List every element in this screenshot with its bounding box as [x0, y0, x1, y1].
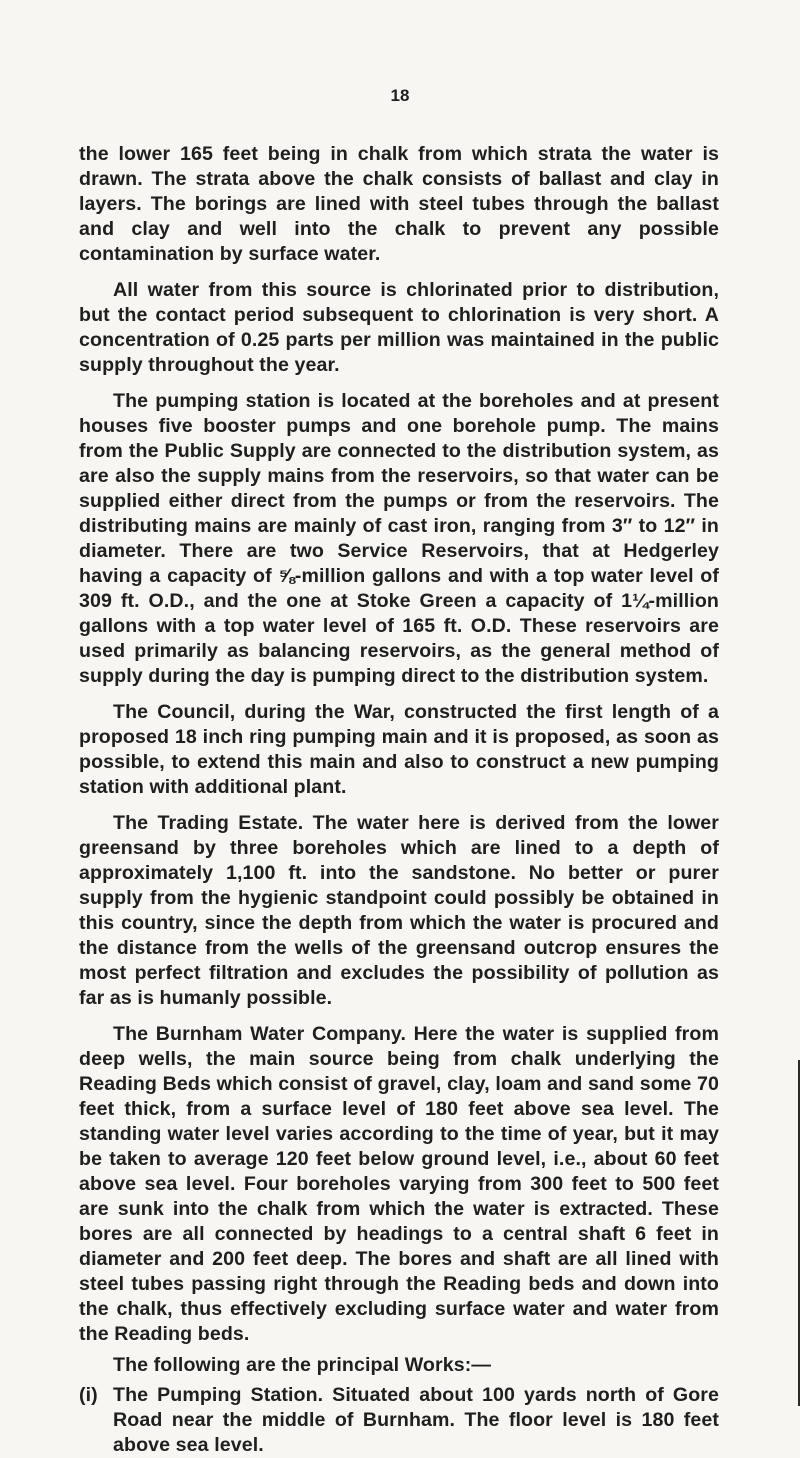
section-text-burnham: Here the water is supplied from deep wells, the main source being from chalk underlying the Reading Beds which consist of gravel, clay, loam and sand some 70 feet thick, from a surface level of 180 feet above sea level. The standing water level varies according to the time of year, but it may be taken to average 120 feet below ground level, i.e., about 60 feet above sea level. Four boreholes varying from 300 feet to 500 feet are sunk into the chalk from which the water is extracted. These bores are all connected by headings to a central shaft 6 feet in diameter and 200 feet deep. The bores and shaft are all lined with steel tubes passing right through the Reading beds and down into the chalk, thus effectively excluding surface water and water from the Reading beds. — [79, 1023, 719, 1345]
works-item-number: (i) — [79, 1384, 98, 1406]
page-body — [79, 142, 719, 1458]
paragraph-burnham — [79, 1022, 719, 1347]
works-item — [79, 1383, 719, 1458]
paragraph-ring-main: The Council, during the War, constructed the first length of a proposed 18 inch ring pumping main and it is proposed, as soon as possible, to extend this main and also to construct a new pumping station with additional plant. — [79, 701, 719, 798]
section-heading-burnham: The Burnham Water Company. — [113, 1023, 407, 1045]
works-item-text: Situated about 100 yards north of Gore Road near the middle of Burnham. The floor level is 180 feet above sea level. — [113, 1384, 719, 1456]
paragraph-chalk-strata: the lower 165 feet being in chalk from which strata the water is drawn. The strata above the chalk consists of ballast and clay in layers. The borings are lined with steel tubes through the ballast and clay and well into the chalk to prevent any possible contamination by surface water. — [79, 143, 719, 265]
paragraph-trading-estate — [79, 811, 719, 1011]
section-text-trading-estate: The water here is derived from the lower greensand by three boreholes which are lined to a depth of approximately 1,100 ft. into the sandstone. No better or purer supply from the hygienic standpoint could possibly be obtained in this country, since the depth from which the water is procured and the distance from the wells of the greensand outcrop ensures the most perfect filtration and excludes the possibility of pollution as far as is humanly possible. — [79, 812, 720, 1009]
paragraph-chlorination: All water from this source is chlorinated prior to distribution, but the contact period subsequent to chlorination is very short. A concentration of 0.25 parts per million was maintained in the public supply throughout the year. — [79, 279, 719, 376]
paragraph-pumping-station: The pumping station is located at the boreholes and at present houses five booster pumps and one borehole pump. The mains from the Public Supply are connected to the distribution system, as are also the supply mains from the reservoirs, so that water can be supplied either direct from the pumps or from the reservoirs. The distributing mains are mainly of cast iron, ranging from 3″ to 12″ in diameter. There are two Service Reservoirs, that at Hedgerley having a capacity of ⅝-million gallons and with a top water level of 309 ft. O.D., and the one at Stoke Green a capacity of 1¼-million gallons with a top water level of 165 ft. O.D. These reservoirs are used primarily as balancing reservoirs, as the general method of supply during the day is pumping direct to the distribution system. — [79, 390, 719, 687]
page-number: 18 — [390, 86, 410, 105]
works-item-heading: The Pumping Station. — [113, 1384, 324, 1406]
section-heading-trading-estate: The Trading Estate. — [113, 812, 304, 834]
works-intro: The following are the principal Works:— — [113, 1354, 492, 1376]
